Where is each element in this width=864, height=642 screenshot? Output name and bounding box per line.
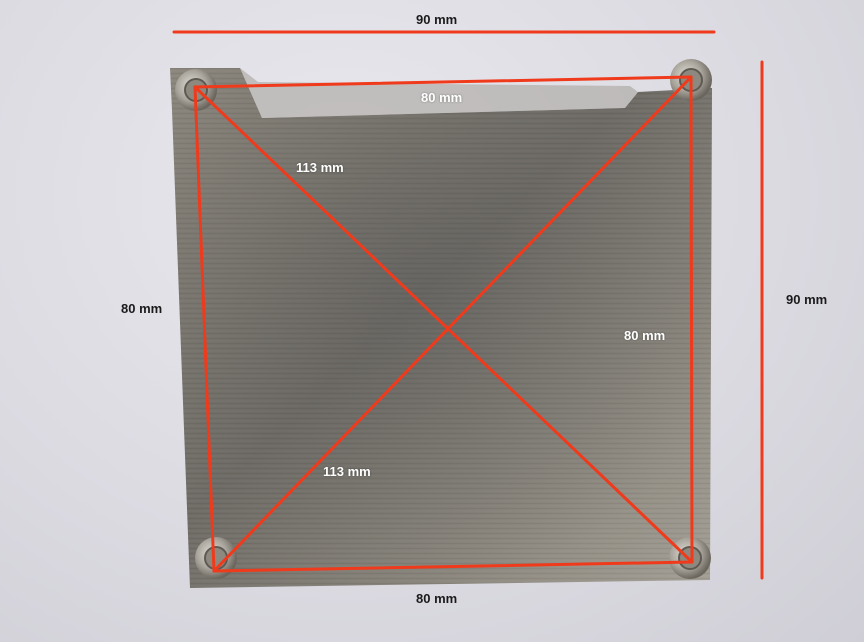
inner-right-label: 80 mm bbox=[624, 328, 666, 343]
inner-left-label: 80 mm bbox=[121, 301, 163, 316]
inner-bottom-label: 80 mm bbox=[416, 591, 458, 606]
outer-width-label: 90 mm bbox=[416, 12, 458, 27]
screw-bottom-left bbox=[195, 537, 237, 579]
outer-height-label: 90 mm bbox=[786, 292, 828, 307]
screw-bottom-right bbox=[669, 537, 711, 579]
diagonal-upper-label: 113 mm bbox=[296, 160, 344, 175]
inner-right-line bbox=[691, 77, 692, 562]
inner-top-label: 80 mm bbox=[421, 90, 463, 105]
diagonal-lower-label: 113 mm bbox=[323, 464, 371, 479]
